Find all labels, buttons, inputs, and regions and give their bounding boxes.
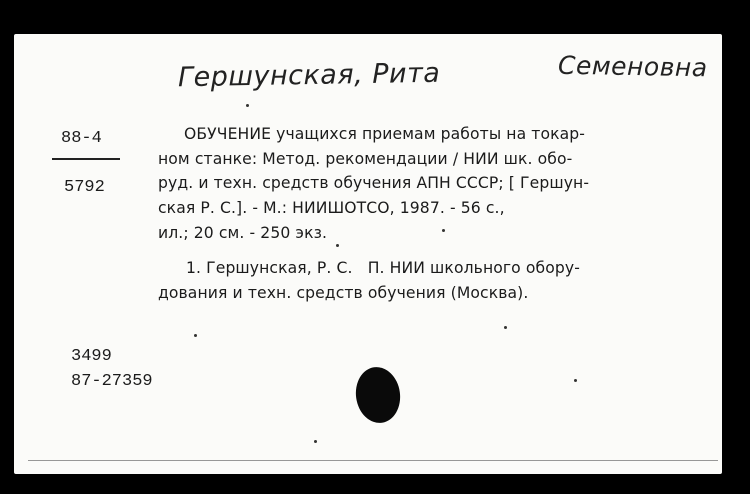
speck [574, 379, 577, 382]
description-line: ил.; 20 см. - 250 экз. [158, 224, 328, 242]
shelfmark: 88-4 [61, 129, 102, 148]
catalog-card [14, 34, 722, 474]
card-bottom-rule [28, 460, 718, 461]
inventory-number: 5792 [64, 178, 105, 197]
description-line: ном станке: Метод. рекомендации / НИИ шк. обо- [158, 150, 573, 168]
speck [442, 229, 445, 232]
shelfmark-divider [52, 158, 120, 160]
accession-number: 87-27359 [71, 372, 153, 391]
speck [504, 326, 507, 329]
speck [194, 334, 197, 337]
description-line: ская Р. С.]. - М.: НИИШОТСО, 1987. - 56 с., [158, 199, 505, 217]
description-line: руд. и техн. средств обучения АПН СССР; [ Гершун- [158, 174, 590, 192]
description-line: ОБУЧЕНИЕ учащихся приемам работы на токар- [184, 125, 586, 143]
punch-hole [352, 364, 403, 426]
speck [314, 440, 317, 443]
speck [246, 104, 249, 107]
handwritten-patronymic: Семеновна [557, 50, 708, 83]
tracing-line: 1. Гершунская, Р. С. П. НИИ школьного обору- [186, 259, 580, 277]
speck [336, 244, 339, 247]
card-number: 3499 [71, 347, 112, 366]
handwritten-author-name: Гершунская, Рита [177, 57, 441, 94]
tracing-line: дования и техн. средств обучения (Москва). [158, 284, 529, 302]
